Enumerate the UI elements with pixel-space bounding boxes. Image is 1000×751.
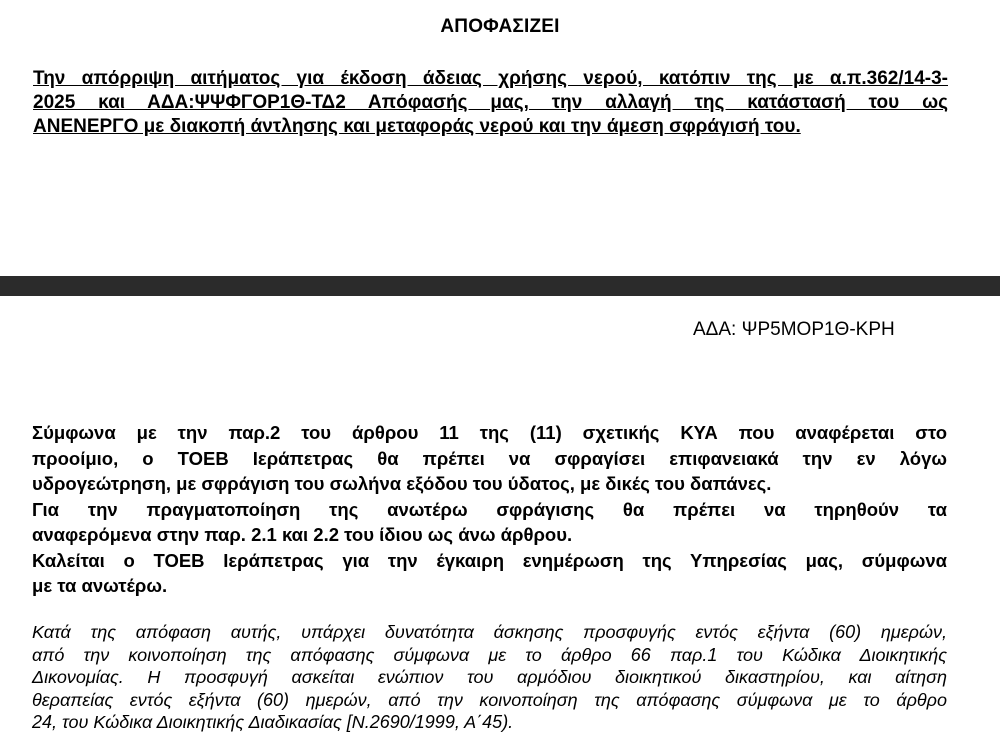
appeal-line: Κατά της απόφαση αυτής, υπάρχει δυνατότητα άσκησης προσφυγής εντός εξήντα (60) ημερών, (32, 622, 947, 642)
decision-line: Την απόρριψη αιτήματος για έκδοση άδειας χρήσης νερού, κατόπιν της με α.π.362/14-3- (33, 68, 948, 89)
body-line: Καλείται ο ΤΟΕΒ Ιεράπετρας για την έγκαιρη ενημέρωση της Υπηρεσίας μας, σύμφωνα (32, 549, 947, 571)
sealing-instructions-paragraph (32, 420, 947, 599)
appeal-line: θεραπείας εντός εξήντα (60) ημερών, από την κοινοποίηση της απόφασης σύμφωνα με το άρθρο (32, 689, 947, 710)
appeal-line: 24, του Κώδικα Διοικητικής Διαδικασίας [Ν.2690/1999, Α΄45). (32, 712, 514, 732)
body-line: με τα ανωτέρω. (32, 575, 168, 596)
body-line: προοίμιο, ο ΤΟΕΒ Ιεράπετρας θα πρέπει να σφραγίσει επιφανειακά την εν λόγω (32, 447, 947, 469)
decision-line: ΑΝΕΝΕΡΓΟ με διακοπή άντλησης και μεταφοράς νερού και την άμεση σφράγισή του. (33, 116, 801, 137)
appeal-line: Δικονομίας. Η προσφυγή ασκείται ενώπιον του αρμόδιου διοικητικού δικαστηρίου, και αίτηση (32, 667, 947, 687)
body-line: Σύμφωνα με την παρ.2 του άρθρου 11 της (11) σχετικής ΚΥΑ που αναφέρεται στο (32, 422, 947, 443)
document-page-bottom (0, 296, 1000, 751)
body-line: Για την πραγματοποίηση της ανωτέρω σφράγισης θα πρέπει να τηρηθούν τα (32, 498, 947, 520)
page-separator (0, 276, 1000, 296)
document-page-top (0, 0, 1000, 276)
ada-code: ΑΔΑ: ΨΡ5ΜΟΡ1Θ-ΚΡΗ (693, 319, 895, 340)
decision-heading: ΑΠΟΦΑΣΙΖΕΙ (440, 16, 560, 37)
body-line: αναφερόμενα στην παρ. 2.1 και 2.2 του ίδιου ως άνω άρθρου. (32, 524, 573, 545)
appeal-line: από την κοινοποίηση της απόφασης σύμφωνα με το άρθρο 66 παρ.1 του Κώδικα Διοικητικής (32, 644, 947, 665)
appeal-notice-paragraph (32, 621, 947, 734)
decision-line: 2025 και ΑΔΑ:ΨΨΦΓΟΡ1Θ-ΤΔ2 Απόφασής μας, την αλλαγή της κατάστασή του ως (33, 92, 948, 113)
body-line: υδρογεώτρηση, με σφράγιση του σωλήνα εξόδου του ύδατος, με δικές του δαπάνες. (32, 473, 772, 494)
decision-paragraph (33, 67, 948, 139)
